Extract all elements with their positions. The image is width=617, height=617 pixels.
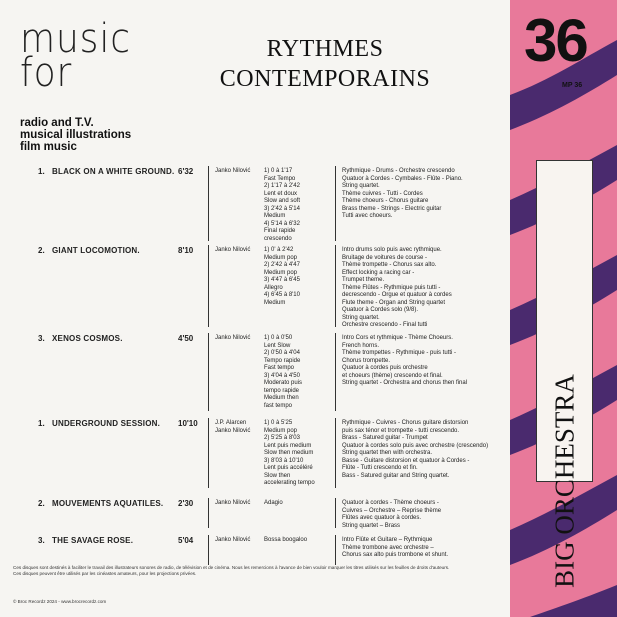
- orchestra-label: BIG ORCHESTRA: [549, 374, 580, 588]
- track-title: UNDERGROUND SESSION.: [52, 419, 161, 428]
- column-divider: [335, 418, 336, 488]
- column-divider: [208, 333, 209, 411]
- desc-line: Intro drums solo puis avec rythmique.: [342, 247, 442, 253]
- track-title: GIANT LOCOMOTION.: [52, 246, 140, 255]
- tempo-line: 3) 4'04 à 4'50: [264, 372, 300, 379]
- composer-line: Janko Nilović: [215, 427, 251, 434]
- desc-line: Thème trombone avec orchestre –: [342, 544, 434, 551]
- tempo-line: Lent et doux: [264, 190, 298, 197]
- tempo-line: Medium: [264, 213, 286, 219]
- column-divider: [335, 535, 336, 565]
- track-duration: 4'50: [178, 334, 194, 343]
- desc-line: Rythmique - Drums - Orchestre crescendo: [342, 168, 455, 174]
- tempo-line: fast tempo: [264, 402, 293, 409]
- orchestra-label-box: [536, 160, 593, 588]
- column-divider: [208, 535, 209, 565]
- desc-line: et choeurs (thème) crescendo et final.: [342, 372, 443, 379]
- track-duration: 6'32: [178, 167, 194, 176]
- track-title: MOUVEMENTS AQUATILES.: [52, 499, 164, 508]
- desc-line: Chorus sax alto puis trombone et shunt.: [342, 552, 449, 558]
- tempo-line: 1) 0 à 1'17: [264, 168, 293, 174]
- tempo-line: 4) 6'45 à 8'10: [264, 292, 300, 298]
- track-desc: [342, 537, 512, 560]
- track-duration: 5'04: [178, 536, 194, 545]
- tempo-line: Lent puis accéléré: [264, 465, 313, 471]
- tempo-line: 3) 4'47 à 6'45: [264, 277, 300, 283]
- tempo-line: Adagio: [264, 500, 283, 506]
- tempo-line: Lent Slow: [264, 342, 291, 349]
- track-composer: [215, 335, 270, 343]
- desc-line: Chorus trompette.: [342, 357, 391, 364]
- track-duration: 10'10: [178, 419, 198, 428]
- column-divider: [208, 498, 209, 528]
- side-panel: [510, 0, 617, 617]
- desc-line: Orchestre crescendo - Final tutti: [342, 322, 428, 328]
- tempo-line: 1) 0' à 2'42: [264, 247, 294, 253]
- tempo-line: Medium: [264, 299, 286, 306]
- track-tempo: [264, 537, 334, 545]
- column-divider: [335, 333, 336, 411]
- composer-line: Janko Nilović: [215, 247, 251, 253]
- tempo-line: Slow then: [264, 472, 291, 479]
- desc-line: Basse - Guitare distorsion et quatuor à Cordes -: [342, 457, 470, 464]
- desc-line: puis sax ténor et trompette - tutti crescendo.: [342, 427, 460, 434]
- composer-line: Janko Nilović: [215, 335, 251, 341]
- desc-line: Thème trompettes - Rythmique - puis tutti -: [342, 350, 457, 356]
- catalog-code: MP 36: [562, 82, 583, 89]
- composer-line: J.P. Alarcen: [215, 420, 247, 426]
- desc-line: Thème trompette - Chorus sax alto.: [342, 262, 437, 268]
- column-divider: [208, 418, 209, 488]
- tempo-line: 1) 0 à 0'50: [264, 335, 293, 341]
- composer-line: Janko Nilović: [215, 168, 251, 174]
- desc-line: String quartet.: [342, 183, 380, 189]
- copyright: © Broc Recordz 2024 - www.brocrecordz.com: [13, 599, 107, 604]
- column-divider: [335, 245, 336, 327]
- desc-line: Thème Flûtes - Rythmique puis tutti -: [342, 284, 441, 291]
- desc-line: Flûte - Tutti crescendo et fin.: [342, 465, 418, 471]
- desc-line: Tutti avec choeurs.: [342, 213, 393, 219]
- track-number: 2.: [38, 246, 45, 255]
- tempo-line: crescendo: [264, 235, 292, 242]
- tempo-line: 2) 2'42 à 4'47: [264, 262, 300, 268]
- track-duration: 8'10: [178, 246, 194, 255]
- desc-line: String quartet then with orchestra.: [342, 450, 433, 456]
- logo-line-for: for: [20, 50, 73, 96]
- track-tempo: [264, 247, 334, 307]
- desc-line: Quatuor à Cordes solo (9/8).: [342, 307, 419, 313]
- series-subtitle: [20, 117, 131, 153]
- track-number: 3.: [38, 334, 45, 343]
- title-line-2: CONTEMPORAINS: [219, 66, 431, 92]
- track-row: [30, 168, 500, 243]
- track-title: THE SAVAGE ROSE.: [52, 536, 134, 545]
- track-composer: [215, 168, 270, 176]
- music-for-logo: [20, 16, 143, 96]
- tempo-line: Medium pop: [264, 254, 298, 261]
- desc-line: Intro Cors et rythmique - Thème Choeurs.: [342, 335, 453, 341]
- tempo-line: Medium then: [264, 395, 299, 401]
- desc-line: Quatuor à cordes puis orchestre: [342, 365, 428, 371]
- track-row: [30, 500, 500, 530]
- track-number: 1.: [38, 167, 45, 176]
- tempo-line: Slow and soft: [264, 198, 301, 204]
- desc-line: Brass - Satured guitar - Trumpet: [342, 435, 428, 441]
- column-divider: [208, 245, 209, 327]
- tempo-line: 1) 0 à 5'25: [264, 420, 293, 426]
- composer-line: Janko Nilović: [215, 537, 251, 543]
- desc-line: String quartet – Brass: [342, 522, 401, 529]
- subtitle-line: radio and T.V.: [20, 117, 94, 129]
- subtitle-line: film music: [20, 141, 77, 153]
- track-row: [30, 420, 500, 490]
- tempo-line: Medium pop: [264, 269, 298, 276]
- subtitle-line: musical illustrations: [20, 129, 132, 141]
- track-composer: [215, 247, 270, 255]
- tempo-line: tempo rapide: [264, 387, 300, 394]
- desc-line: Quatuor à Cordes - Cymbales - Flûte - Piano.: [342, 175, 463, 182]
- track-composer: [215, 500, 270, 508]
- track-duration: 2'30: [178, 499, 194, 508]
- tempo-line: 4) 5'14 à 6'32: [264, 220, 300, 227]
- logo-line-music: music: [20, 16, 131, 62]
- track-composer: [215, 420, 270, 435]
- track-number: 3.: [38, 536, 45, 545]
- desc-line: Brass theme - Strings - Electric guitar: [342, 205, 442, 212]
- desc-line: Intro Flûte et Guitare – Rythmique: [342, 537, 433, 543]
- album-title: [190, 34, 460, 94]
- footer-notice: [13, 565, 449, 577]
- tempo-line: Fast Tempo: [264, 175, 296, 182]
- track-title: XENOS COSMOS.: [52, 334, 123, 343]
- track-row: [30, 335, 500, 413]
- track-desc: [342, 500, 512, 530]
- track-number: 1.: [38, 419, 45, 428]
- track-desc: [342, 420, 512, 480]
- tempo-line: 2) 0'50 à 4'04: [264, 350, 300, 356]
- desc-line: String quartet - Orchestra and chorus then final: [342, 380, 468, 386]
- column-divider: [335, 166, 336, 241]
- tempo-line: Lent puis medium: [264, 442, 312, 449]
- desc-line: Trumpet theme.: [342, 277, 385, 283]
- tempo-line: Bossa boogaloo: [264, 537, 308, 543]
- track-desc: [342, 247, 512, 330]
- tempo-line: accelerating tempo: [264, 480, 315, 486]
- desc-line: Cuivres – Orchestre – Reprise thème: [342, 507, 442, 514]
- footer-line-2: Ces disques peuvent être utilisés par les cinéastes amateurs, pour les projections privées.: [13, 571, 197, 576]
- tempo-line: 3) 8'03 à 10'10: [264, 457, 304, 464]
- track-row: [30, 247, 500, 329]
- track-row: [30, 537, 500, 567]
- track-tempo: [264, 168, 334, 243]
- title-line-1: RYTHMES: [266, 36, 384, 62]
- desc-line: Bass - Satured guitar and String quartet.: [342, 472, 450, 479]
- tempo-line: 2) 1'17 à 2'42: [264, 183, 300, 189]
- desc-line: Rythmique - Cuivres - Chorus guitare distorsion: [342, 420, 469, 426]
- tempo-line: 3) 2'42 à 5'14: [264, 205, 300, 212]
- desc-line: Flute theme - Organ and String quartet: [342, 299, 446, 306]
- tempo-line: Tempo rapide: [264, 357, 301, 364]
- tempo-line: Fast tempo: [264, 365, 295, 371]
- track-tempo: [264, 335, 334, 410]
- track-desc: [342, 335, 512, 388]
- desc-line: decrescendo - Orgue et quatuor à cordes: [342, 292, 452, 298]
- footer-line-1: Ces disques sont destinés à faciliter le travail des illustrateurs sonores de radio, de télévision et de cinéma. Nous les remercions à l'avance de bien vouloir marquer les titres utilisés sur les feuilles de droits d'auteurs.: [13, 565, 450, 570]
- track-tempo: [264, 420, 334, 488]
- desc-line: French horns.: [342, 342, 380, 349]
- desc-line: Flûtes avec quatuor à cordes.: [342, 515, 422, 521]
- tempo-line: Slow then medium: [264, 450, 314, 456]
- tempo-line: 2) 5'25 à 8'03: [264, 435, 300, 441]
- desc-line: Quatuor à cordes - Thème choeurs -: [342, 500, 439, 506]
- desc-line: Quatuor à cordes solo puis avec orchestre (crescendo): [342, 442, 489, 449]
- tempo-line: Allegro: [264, 284, 283, 291]
- track-title: BLACK ON A WHITE GROUND.: [52, 167, 175, 176]
- track-composer: [215, 537, 270, 545]
- catalog-number: 36: [524, 7, 587, 74]
- column-divider: [335, 498, 336, 528]
- tempo-line: Medium pop: [264, 427, 298, 434]
- column-divider: [208, 166, 209, 241]
- tempo-line: Final rapide: [264, 228, 296, 234]
- desc-line: Thème choeurs - Chorus guitare: [342, 198, 429, 204]
- track-tempo: [264, 500, 334, 508]
- track-number: 2.: [38, 499, 45, 508]
- desc-line: Effect locking a racing car -: [342, 269, 415, 276]
- track-desc: [342, 168, 512, 221]
- tempo-line: Moderato puis: [264, 380, 303, 386]
- desc-line: Thème cuivres - Tutti - Cordes: [342, 190, 423, 197]
- composer-line: Janko Nilović: [215, 500, 251, 506]
- desc-line: Bruitage de voitures de course -: [342, 254, 428, 261]
- desc-line: String quartet.: [342, 314, 380, 321]
